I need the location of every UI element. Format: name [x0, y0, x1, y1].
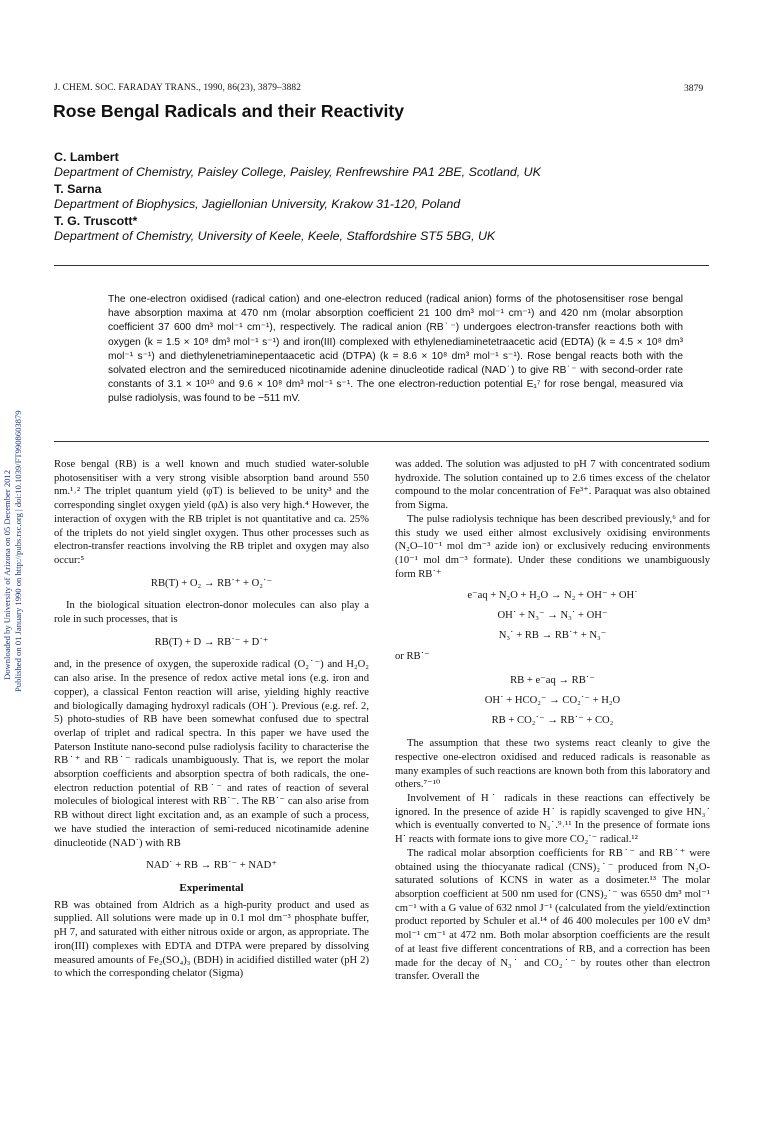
- abstract: The one-electron oxidised (radical cation) and one-electron reduced (radical anion) forms of the photosensitiser rose bengal have absorption maxima at 470 nm (molar absorption coefficient 21 100 dm³ mol⁻¹ cm⁻¹) and 420 nm (molar absorption coefficient 37 600 dm³ mol⁻¹ cm⁻¹), respectively. The radical anion (RB˙⁻) undergoes electron-transfer reactions both with oxygen (k = 1.5 × 10⁸ dm³ mol⁻¹ s⁻¹) and iron(III) complexed with ethylenediaminetetraacetic acid (EDTA) (k = 4.5 × 10⁸ dm³ mol⁻¹ s⁻¹) and diethylenetriaminepentaacetic acid (DTPA) (k = 8.6 × 10⁸ dm³ mol⁻¹ s⁻¹). Rose bengal reacts both with the solvated electron and the semireduced nicotinamide adenine dinucleotide radical (NAD˙) to give RB˙⁻ with second-order rate constants of 3.1 × 10¹⁰ and 9.6 × 10⁸ dm³ mol⁻¹ s⁻¹. The one electron-reduction potential E₁⁷ for rose bengal, measured via pulse radiolysis, was found to be −511 mV.: [108, 294, 683, 405]
- column-right: [395, 458, 710, 984]
- equation: N₃˙ + RB → RB˙⁺ + N₃⁻: [498, 629, 607, 641]
- equation: e⁻aq + N₂O + H₂O → N₂ + OH⁻ + OH˙: [467, 590, 638, 602]
- equation: OH˙ + HCO₂⁻ → CO₂˙⁻ + H₂O: [484, 694, 621, 706]
- equation: OH˙ + N₃⁻ → N₃˙ + OH⁻: [497, 610, 608, 622]
- equation-group: [395, 674, 710, 727]
- equation: NAD˙ + RB → RB˙⁻ + NAD⁺: [146, 860, 277, 872]
- page-number: 3879: [684, 83, 704, 94]
- equation: RB + e⁻aq → RB˙⁻: [510, 675, 595, 687]
- paper-title: Rose Bengal Radicals and their Reactivity: [53, 101, 405, 121]
- paragraph: Rose bengal (RB) is a well known and much studied water-soluble photosensitiser with a very strong visible absorption band around 550 nm.¹˒² The triplet quantum yield (φT) is believed to be unity³ and the corresponding singlet oxygen yield (φΔ) is also very high.⁴ However, the interaction of oxygen with the RB triplet is not quantitative and ca. 25% of the triplets do not yield singlet oxygen. Thus other processes such as electron-transfer reactions involving the RB triplet and oxygen may also occur:⁵: [54, 459, 369, 566]
- section-heading: Experimental: [179, 881, 244, 894]
- column-left: [54, 458, 369, 981]
- equation-group: [395, 589, 710, 642]
- paragraph: The assumption that these two systems react cleanly to give the respective one-electron oxidised and reduced radicals is reasonable as many examples of such reactions are known both from this laboratory and others.⁷⁻¹⁰: [395, 738, 710, 791]
- equation: RB(T) + D → RB˙⁻ + D˙⁺: [154, 636, 269, 648]
- equation: RB + CO₂˙⁻ → RB˙⁻ + CO₂: [491, 714, 614, 726]
- paragraph: or RB˙⁻: [395, 651, 430, 663]
- author-affiliation: Department of Chemistry, University of Keele, Keele, Staffordshire ST5 5BG, UK: [54, 229, 496, 243]
- divider-bottom: [54, 441, 709, 442]
- paragraph: was added. The solution was adjusted to pH 7 with concentrated sodium hydroxide. The solution contained up to 2.6 times excess of the chelator compound to the molar concentration of Fe³⁺. Paraquat was also obtained from Sigma.: [395, 459, 710, 512]
- paragraph: Involvement of H˙ radicals in these reactions can effectively be ignored. In the presence of azide H˙ is rapidly scavenged to give HN₃˙ which is eventually converted to N₃˙.⁹˒¹¹ In the presence of formate ions H˙ reacts with formate ions to give more CO₂˙⁻ radical.¹²: [395, 793, 710, 846]
- author-affiliation: Department of Biophysics, Jagiellonian University, Krakow 31-120, Poland: [54, 197, 461, 211]
- author-affiliation: Department of Chemistry, Paisley College, Paisley, Renfrewshire PA1 2BE, Scotland, UK: [54, 165, 541, 179]
- journal-header: J. CHEM. SOC. FARADAY TRANS., 1990, 86(23), 3879–3882: [54, 83, 301, 93]
- author-name: T. G. Truscott*: [54, 214, 138, 228]
- author-name: T. Sarna: [54, 182, 102, 196]
- divider-top: [54, 265, 709, 266]
- sidebar-downloaded: Downloaded by University of Arizona on 05 December 2012: [2, 469, 12, 680]
- paragraph: and, in the presence of oxygen, the superoxide radical (O₂˙⁻) and H₂O₂ can also arise. In the presence of redox active metal ions (e.g. iron and copper), a classical Fenton reaction will arise, yielding highly reactive and biologically damaging hydroxyl radicals (OH˙). Previous (e.g. ref. 2, 5) photo-studies of RB have been somewhat confused due to spectral overlap of triplet and radical spectra. In this paper we have used the Paterson Institute nano-second pulse radiolysis facility to characterise the RB˙⁺ and RB˙⁻ radicals unambiguously. That is, we report the molar absorption coefficients and absorption spectra of both radicals, the one-electron reduction potential of RB˙⁻ and rates of reaction of several molecules of biological interest with RB˙⁻. The RB˙⁻ can also arise from RB without direct light excitation and, as an example of such a process, we have studied the interaction of semi-reduced nicotinamide adenine dinucleotide (NAD˙) with RB: [54, 659, 369, 849]
- author-name: C. Lambert: [54, 150, 119, 164]
- equation: RB(T) + O₂ → RB˙⁺ + O₂˙⁻: [150, 577, 273, 589]
- paragraph: The radical molar absorption coefficients for RB˙⁻ and RB˙⁺ were obtained using the thiocyanate radical (CNS)₂˙⁻ produced from N₂O-saturated solutions of KCNS in water as a dosimeter.¹³ The molar absorption coefficient at 500 nm used for (CNS)₂˙⁻ was 6550 dm³ mol⁻¹ cm⁻¹ with a G value of 632 nmol J⁻¹ (calculated from the yield/extinction product reported by Schuler et al.¹⁴ of 46 400 molecules per 100 eV dm³ mol⁻¹ cm⁻¹ at 472 nm. Both molar absorption coefficients are the result of at least five different concentrations of RB, and a correction has been made for the decay of N₃˙ and CO₂˙⁻ by routes other than electron transfer. Overall the: [395, 847, 710, 983]
- sidebar-provenance: [2, 300, 23, 692]
- paragraph: The pulse radiolysis technique has been described previously,⁶ and for this study we used either almost exclusively oxidising environments (N₂O–10⁻¹ mol dm⁻³ azide ion) or exclusively reducing environments (10⁻¹ mol dm⁻³ formate). Under these conditions we unambiguously form RB˙⁺: [395, 513, 710, 580]
- paragraph: RB was obtained from Aldrich as a high-purity product and used as supplied. All solutions were made up in 0.1 mol dm⁻³ phosphate buffer, pH 7, and saturated with either nitrous oxide or argon, as appropriate. The iron(III) complexes with EDTA and DTPA were prepared by dissolving measured amounts of Fe₂(SO₄)₃ (BDH) in acidified distilled water (pH 2) to which the corresponding chelator (Sigma): [54, 899, 369, 980]
- paragraph: In the biological situation electron-donor molecules can also play a role in such processes, that is: [54, 600, 369, 626]
- sidebar-published: Published on 01 January 1990 on http://pubs.rsc.org | doi:10.1039/FT9908603879: [13, 410, 23, 692]
